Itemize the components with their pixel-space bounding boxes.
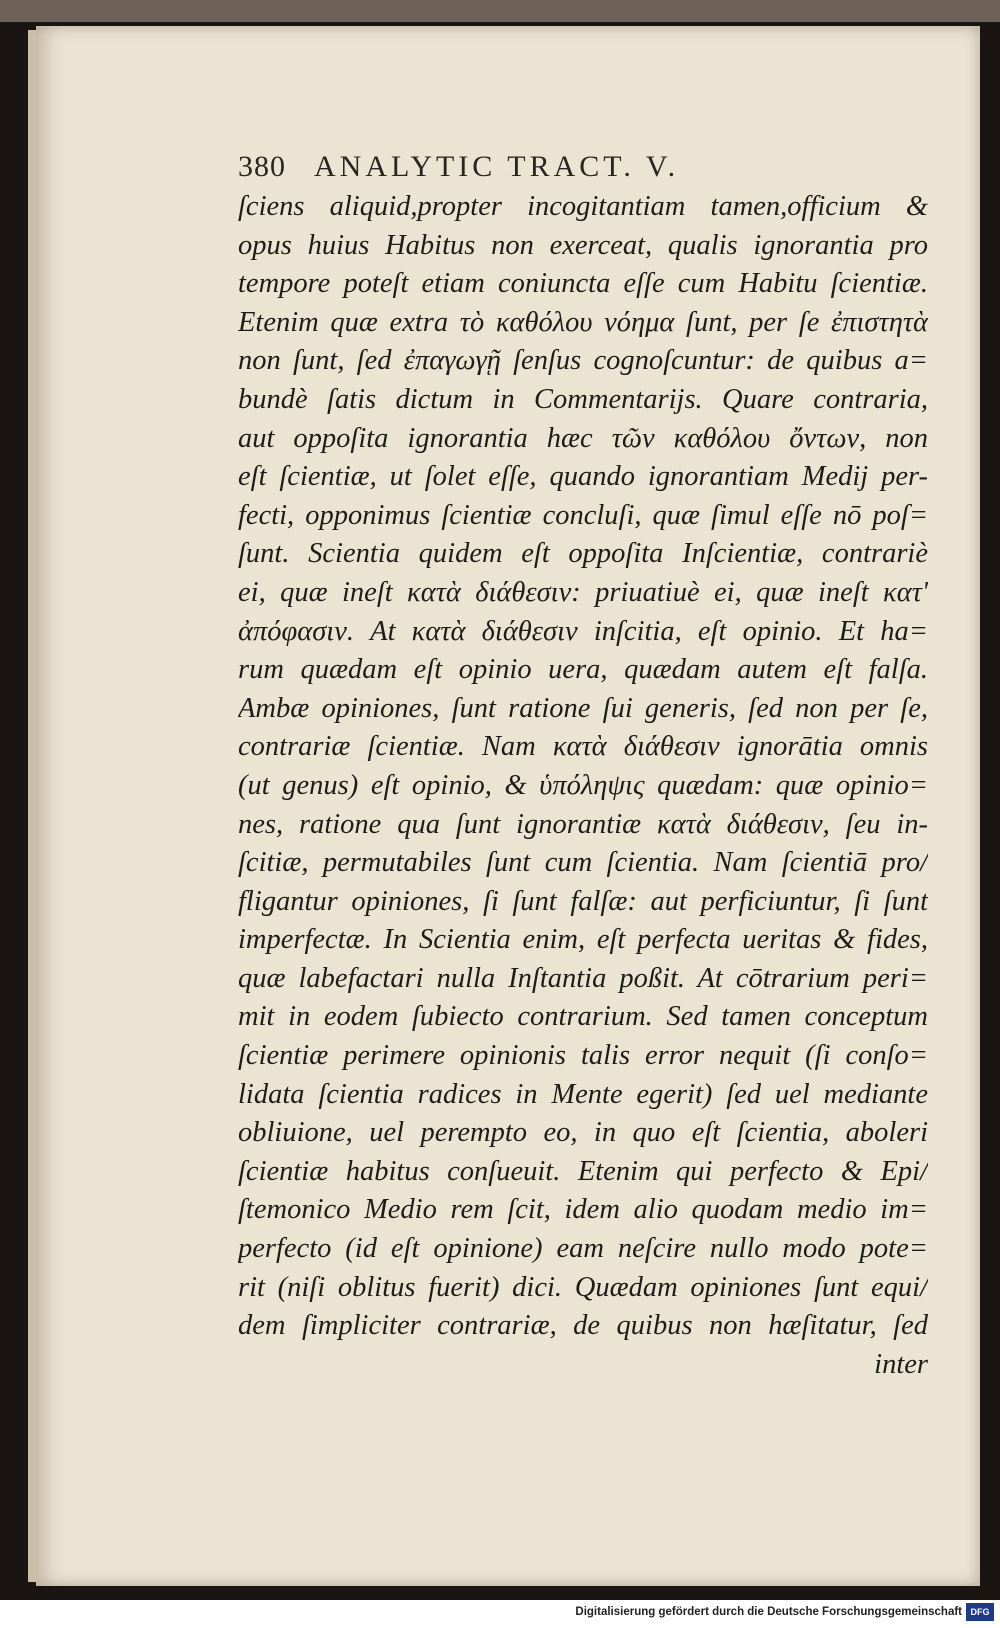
scan-top-edge bbox=[0, 0, 1000, 22]
text-line: ſciens aliquid,propter incogitantiam tamen,officium & bbox=[238, 191, 928, 222]
text-line: fligantur opiniones, ſi ſunt falſæ: aut perficiuntur, ſi ſunt bbox=[238, 885, 928, 917]
text-line: ſcientiæ habitus conſueuit. Etenim qui perfecto & Epi/ bbox=[238, 1155, 928, 1187]
text-line: rum quædam eſt opinio uera, quædam autem eſt falſa. bbox=[238, 654, 928, 686]
text-line: lidata ſcientia radices in Mente egerit) ſed uel mediante bbox=[238, 1078, 928, 1110]
text-line: ſcitiæ, permutabiles ſunt cum ſcientia. Nam ſcientiā pro/ bbox=[238, 847, 928, 879]
text-line: quæ labefactari nulla Inſtantia poßit. At cōtrarium peri= bbox=[238, 962, 928, 994]
running-title: ANALYTIC TRACT. V. bbox=[314, 150, 680, 183]
text-line: aut oppoſita ignorantia hæc τῶν καθόλου ὄντων, non bbox=[238, 422, 928, 454]
text-line: opus huius Habitus non exerceat, qualis ignorantia pro bbox=[238, 229, 928, 261]
text-line: non ſunt, ſed ἐπαγωγῇ ſenſus cognoſcuntur: de quibus a= bbox=[238, 345, 928, 377]
running-head bbox=[238, 150, 938, 190]
text-line: fecti, opponimus ſcientiæ concluſi, quæ ſimul eſſe nō poſ= bbox=[238, 499, 928, 531]
text-line: nes, ratione qua ſunt ignorantiæ κατὰ διάθεσιν, ſeu in- bbox=[238, 808, 928, 840]
text-line: contrariæ ſcientiæ. Nam κατὰ διάθεσιν ignorātia omnis bbox=[238, 731, 928, 763]
text-line: (ut genus) eſt opinio, & ὑπόληψις quædam: quæ opinio= bbox=[238, 769, 928, 801]
text-line: imperfectæ. In Scientia enim, eſt perfecta ueritas & fides, bbox=[238, 924, 928, 956]
dfg-logo: DFG bbox=[966, 1603, 994, 1621]
text-line: bundè ſatis dictum in Commentarijs. Quare contraria, bbox=[238, 383, 928, 415]
text-line: ſcientiæ perimere opinionis talis error nequit (ſi conſo= bbox=[238, 1040, 928, 1072]
text-line: rit (niſi oblitus fuerit) dici. Quædam opiniones ſunt equi/ bbox=[238, 1271, 928, 1303]
page-number: 380 bbox=[238, 150, 286, 183]
text-line: ſunt. Scientia quidem eſt oppoſita Inſcientiæ, contrariè bbox=[238, 538, 928, 570]
text-line: ſtemonico Medio rem ſcit, idem alio quodam medio im= bbox=[238, 1194, 928, 1226]
text-line: obliuione, uel perempto eo, in quo eſt ſcientia, aboleri bbox=[238, 1117, 928, 1149]
text-line: tempore poteſt etiam coniuncta eſſe cum Habitu ſcientiæ. bbox=[238, 268, 928, 300]
text-line: mit in eodem ſubiecto contrarium. Sed tamen conceptum bbox=[238, 1001, 928, 1033]
digitization-credit: Digitalisierung gefördert durch die Deutsche Forschungsgemeinschaft bbox=[575, 1606, 962, 1618]
text-line: Etenim quæ extra τὸ καθόλου νόημα ſunt, per ſe ἐπιστητὰ bbox=[238, 306, 928, 338]
body-text bbox=[238, 188, 928, 1384]
text-line: Ambæ opiniones, ſunt ratione ſui generis, ſed non per ſe, bbox=[238, 692, 928, 724]
text-line: eſt ſcientiæ, ut ſolet eſſe, quando ignorantiam Medij per- bbox=[238, 461, 928, 493]
text-line: perfecto (id eſt opinione) eam neſcire nullo modo pote= bbox=[238, 1233, 928, 1265]
text-line: dem ſimpliciter contrariæ, de quibus non hæſitatur, ſed bbox=[238, 1310, 928, 1342]
catchword: inter bbox=[874, 1348, 928, 1380]
text-line: ἀπόφασιν. At κατὰ διάθεσιν inſcitia, eſt opinio. Et ha= bbox=[238, 615, 928, 647]
text-line: ei, quæ ineſt κατὰ διάθεσιν: priuatiuè ei, quæ ineſt κατ' bbox=[238, 576, 928, 608]
